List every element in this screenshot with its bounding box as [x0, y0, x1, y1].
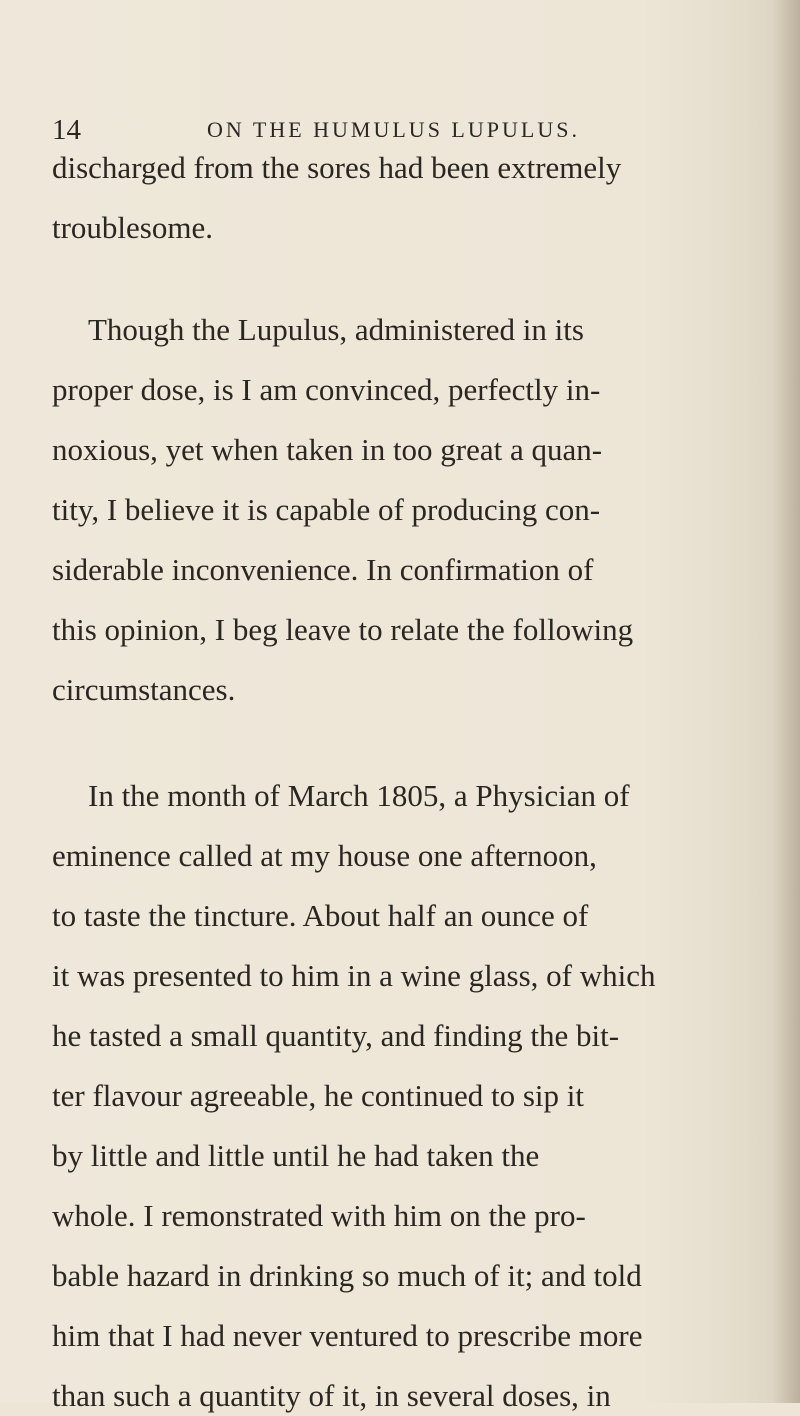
text-line: noxious, yet when taken in too great a quan-: [52, 432, 603, 467]
text-line: he tasted a small quantity, and finding the bit-: [52, 1018, 620, 1053]
page-number: 14: [52, 114, 81, 146]
text-line: to taste the tincture. About half an ounce of: [52, 898, 589, 933]
text-line: discharged from the sores had been extremely: [52, 150, 622, 185]
text-line: circumstances.: [52, 672, 236, 707]
text-line: ter flavour agreeable, he continued to sip it: [52, 1078, 584, 1113]
text-line: eminence called at my house one afternoon,: [52, 838, 597, 873]
text-line: by little and little until he had taken the: [52, 1138, 540, 1173]
text-line: proper dose, is I am convinced, perfectly in-: [52, 372, 601, 407]
text-line: than such a quantity of it, in several doses, in: [52, 1378, 611, 1413]
text-line: whole. I remonstrated with him on the pro-: [52, 1198, 586, 1233]
text-line: this opinion, I beg leave to relate the following: [52, 612, 634, 647]
text-line: it was presented to him in a wine glass, of which: [52, 958, 656, 993]
text-line: tity, I believe it is capable of producing con-: [52, 492, 601, 527]
page-header: [52, 110, 742, 150]
text-line: siderable inconvenience. In confirmation of: [52, 552, 594, 587]
page-edge-shadow: [772, 0, 800, 1403]
running-head: ON THE HUMULUS LUPULUS.: [207, 117, 580, 142]
text-line: Though the Lupulus, administered in its: [88, 312, 584, 347]
text-line: In the month of March 1805, a Physician of: [88, 778, 630, 813]
text-line: him that I had never ventured to prescribe more: [52, 1318, 643, 1353]
text-line: bable hazard in drinking so much of it; and told: [52, 1258, 642, 1293]
text-line: troublesome.: [52, 210, 213, 245]
